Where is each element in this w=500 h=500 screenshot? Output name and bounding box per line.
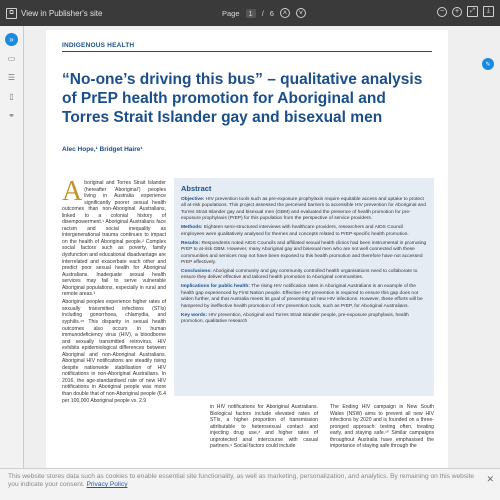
page-total: 6 — [269, 8, 274, 18]
abstract-box — [174, 178, 434, 396]
page-navigator — [222, 8, 306, 18]
drop-cap: A — [62, 180, 83, 207]
abstract-keywords: Key words: HIV prevention, Aboriginal and Torres Strait Islander people, pre-exposure prophylaxis, health promotion, qualitative research — [181, 312, 409, 325]
abstract-heading: Abstract — [181, 184, 212, 193]
close-icon[interactable]: ✕ — [486, 474, 494, 484]
body-paragraph: Aboriginal peoples experience higher rates of sexually transmitted infections (STIs) including gonorrhoea, chlamydia, and syphilis.⁴⁵ This disparity in sexual health outcomes also occurs in human immunodeficiency virus (HIV), a bloodborne and sexually transmitted retrovirus. HIV exhibits epidemiological differences between Aboriginal and non-Aboriginal Australians. Aboriginal HIV notifications are steadily rising despite nationwide stabilisation of HIV notifications in non-Aboriginal Australians. In 2016, the age-standardised rate of new HIV notifications in Aboriginal people was more than double that of non-Aboriginal people (6.4 per 100,000 Aboriginal people vs. 2.9 — [62, 299, 166, 404]
link-icon[interactable]: ⚭ — [8, 111, 15, 120]
viewer-toolbar — [0, 0, 500, 26]
viewer-margin-right — [448, 26, 500, 500]
book-icon[interactable]: ▯ — [9, 92, 14, 101]
list-icon[interactable]: ☰ — [7, 73, 16, 82]
section-heading: INDIGENOUS HEALTH — [62, 42, 135, 49]
outline-icon[interactable]: ▭ — [7, 54, 16, 63]
body-paragraph: in HIV notifications for Aboriginal Australians. Biological factors include elevated rates of STIs, a higher proportion of transmission attributable to heterosexual contact and injecting drug use,⁸ and higher rates of unprotected anal intercourse with casual partners.⁹ Social factors could include — [210, 404, 318, 450]
view-publisher-icon: ⧉ — [6, 8, 17, 19]
download-icon[interactable]: ⤓ — [483, 6, 494, 17]
pdf-page — [46, 30, 448, 500]
privacy-policy-link[interactable]: Privacy Policy — [86, 481, 128, 488]
abstract-objective: Objective: HIV prevention tools such as pre-exposure prophylaxis require equitable access and uptake to protect all at-risk populations. This project assessed the perceived barriers to accessible HIV prevention for Aboriginal and Torres Strait Islander gay and bisexual men (GBM) and evaluated the presence of health promotion for pre-exposure prophylaxis (PrEP) for this population from the perspective of service providers. — [181, 197, 426, 222]
body-paragraph: The Ending HIV campaign in New South Wales (NSW) aims to prevent all new HIV infections by 2020 and is founded on a three-pronged approach: testing often, treating early, and staying safe.¹⁰ Similar campaigns throughout Australia have emphasised the importance of staying safe through the — [330, 404, 434, 450]
cookie-banner — [0, 468, 500, 500]
body-column-1 — [62, 180, 166, 500]
zoom-in-icon[interactable]: + — [452, 7, 462, 17]
abstract-implications: Implications for public health: The rising HIV notification rates in Aboriginal Australians is an example of the health gap experienced by First Nation people. Effective HIV prevention is required to ensure this gap does not widen further, and that Australia meets its goal of preventing all new HIV infections. However, these efforts will be hampered by ineffective health promotion of HIV prevention tools, such as PrEP, for Aboriginal Australians. — [181, 284, 423, 309]
viewer-margin-left — [24, 26, 46, 500]
page-label: Page — [222, 8, 240, 18]
chevron-up-icon[interactable]: ˄ — [280, 8, 290, 18]
abstract-results: Results: Respondents noted AIDS Councils and affiliated sexual health clinics had been instrumental in promoting PrEP to at-risk GBM. However, many Aboriginal gay and bisexual men who are not well connected with these communities and services may not have been exposed to this health promotion and therefore have not accessed PrEP effectively. — [181, 240, 427, 266]
sidebar-toggle-icon[interactable]: » — [5, 33, 18, 46]
body-paragraph: boriginal and Torres Strait Islander (hereafter ‘Aboriginal’) peoples living in Australia experience significantly poorer sexual health outcomes than non-Aboriginal Australians, linked to a colonial history of disempowerment.¹ Aboriginal Australians face racism and social inequality as intergenerational trauma continues to impact on the health of Aboriginal people.² Complex social factors such as poverty, family dysfunction and educational disadvantage are interrelated and exacerbate each other and predict poor sexual health for Aboriginal Australians. Inadequate sexual health services may fail to serve vulnerable Aboriginal populations, especially in rural and remote areas.³ — [62, 180, 166, 298]
page-separator: / — [261, 8, 264, 18]
view-in-publisher-link[interactable] — [0, 8, 102, 19]
abstract-conclusions: Conclusions: Aboriginal community and gay community controlled health organisations need to collaborate to ensure they deliver effective and tailored health promotion to Aboriginal communities. — [181, 269, 418, 281]
page-number-input[interactable]: 1 — [246, 9, 256, 18]
cookie-text: This website stores data such as cookies to enable essential site functionality, as well as marketing, personalization, and analytics. By remaining on this website you indicate your consent. — [8, 473, 475, 488]
viewer-sidebar — [0, 26, 24, 500]
annotation-icon[interactable]: ✎ — [482, 58, 494, 70]
article-title: “No-one’s driving this bus” – qualitative analysis of PrEP health promotion for Aboriginal and Torres Strait Islander gay and bisexual men — [62, 71, 423, 126]
abstract-methods: Methods: Eighteen semi-structured interviews with healthcare providers, researchers and AIDS Council employees were qualitatively analysed for themes and concepts related to PrEP-specific health promotion. — [181, 225, 409, 237]
zoom-out-icon[interactable]: − — [437, 7, 447, 17]
fit-page-icon[interactable]: ⤢ — [467, 6, 478, 17]
article-authors: Alec Hope,¹ Bridget Haire¹ — [62, 146, 143, 153]
chevron-down-icon[interactable]: ˅ — [296, 8, 306, 18]
section-divider — [62, 51, 432, 52]
view-publisher-label: View in Publisher's site — [21, 8, 103, 18]
